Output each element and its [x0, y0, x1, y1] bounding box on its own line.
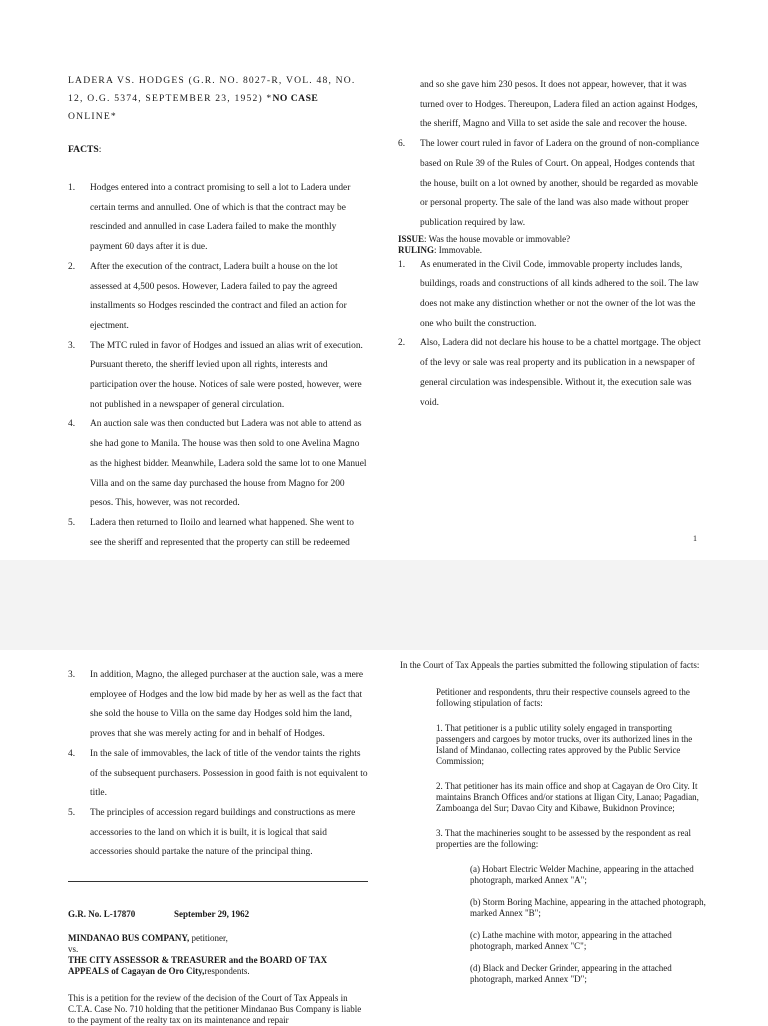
- list-item: 3. The MTC ruled in favor of Hodges and issued an alias writ of execution. Pursuant thereto, the sheriff levied upon all rights, interests and participation over the house. Notices of sale were posted, however, were not published in a newspaper of general circulation.: [68, 340, 363, 410]
- machinery-item: (c) Lathe machine with motor, appearing in the attached photograph, marked Annex "C";: [470, 930, 672, 951]
- petition-paragraph: This is a petition for the review of the decision of the Court of Tax Appeals in C.T.A. Case No. 710 holding that the petitioner Mindanao Bus Company is liable to the payment of the realty tax on its maintenance and repair: [68, 993, 362, 1025]
- list-item: 4. In the sale of immovables, the lack of title of the vendor taints the rights of the subsequent purchasers. Possession in good faith is not equivalent to title.: [68, 748, 368, 799]
- stipulation-intro: In the Court of Tax Appeals the parties submitted the following stipulation of facts:: [400, 660, 700, 670]
- list-item: 1. Hodges entered into a contract promising to sell a lot to Ladera under certain terms and annulled. One of which is that the contract may be rescinded and annulled in case Ladera failed to make the monthly payment 60 days after it is due.: [68, 183, 351, 253]
- ruling-line: RULING: Immovable.: [398, 244, 483, 255]
- facts-list-continued: [398, 76, 703, 234]
- stipulation-paragraph: Petitioner and respondents, thru their respective counsels agreed to the following stipulation of facts:: [436, 687, 690, 708]
- ruling-list: [398, 256, 703, 414]
- page1-right-column: [398, 76, 703, 413]
- list-item: 2. Also, Ladera did not declare his house to be a chattel mortgage. The object of the levy or sale was real property and its publication in a newspaper of general circulation was indespensible. Without it, the execution sale was void.: [398, 338, 701, 408]
- case-parties: MINDANAO BUS COMPANY, petitioner, vs. THE CITY ASSESSOR & TREASURER and the BOARD OF TAX APPEALS of Cagayan de Oro City,respondents.: [68, 933, 328, 976]
- page-number: 1: [693, 534, 697, 543]
- case-date: September 29, 1962: [174, 909, 250, 919]
- issue-line: ISSUE: Was the house movable or immovable?: [398, 233, 571, 244]
- ruling-list-continued: [68, 666, 368, 863]
- page-gap: [0, 560, 768, 650]
- stipulation-paragraph: 1. That petitioner is a public utility solely engaged in transporting passengers and cargoes by motor trucks, over its authorized lines in the Island of Mindanao, collecting rates approved by the Public Service Commission;: [436, 723, 693, 766]
- facts-list: [68, 179, 368, 553]
- list-item: 6. The lower court ruled in favor of Ladera on the ground of non-compliance based on Rule 39 of the Rules of Court. On appeal, Hodges contends that the house, built on a lot owned by another, should be regarded as movable or personal property. The sale of the land was also made without proper publication required by law.: [398, 139, 700, 228]
- list-item: 5. The principles of accession regard buildings and constructions as mere accessories to the land on which it is built, it is logical that said accessories should partake the nature of the principal thing.: [68, 807, 356, 858]
- stipulation-paragraph: 2. That petitioner has its main office and shop at Cagayan de Oro City. It maintains Branch Offices and/or stations at Iligan City, Lanao; Pagadian, Zamboanga del Sur; Davao City and Kibawe, Bukidnon Province;: [436, 781, 699, 813]
- case-title: LADERA VS. HODGES (G.R. NO. 8027-R, VOL. 48, NO. 12, O.G. 5374, SEPTEMBER 23, 1952) *NO CASE ONLINE*: [68, 75, 356, 122]
- list-item: 3. In addition, Magno, the alleged purchaser at the auction sale, was a mere employee of Hodges and the low bid made by her as well as the fact that she sold the house to Villa on the same day Hodges sold him the land, proves that she was merely acting for and in behalf of Hodges.: [68, 670, 364, 740]
- page2-right-column: [400, 660, 710, 996]
- machinery-item: (d) Black and Decker Grinder, appearing in the attached photograph, marked Annex "D";: [470, 963, 672, 984]
- list-item: 2. After the execution of the contract, Ladera built a house on the lot assessed at 4,500 pesos. However, Ladera failed to pay the agreed installments so Hodges rescinded the contract and filed an action for ejectment.: [68, 261, 347, 331]
- machinery-item: (b) Storm Boring Machine, appearing in the attached photograph, marked Annex "B";: [470, 897, 706, 918]
- list-item-continued: and so she gave him 230 pesos. It does not appear, however, that it was turned over to Hodges. Thereupon, Ladera filed an action against Hodges, the sheriff, Magno and Villa to set aside the sale and recover the house.: [420, 80, 698, 130]
- facts-heading: FACTS:: [68, 144, 102, 155]
- machinery-item: (a) Hobart Electric Welder Machine, appearing in the attached photograph, marked Annex "A";: [470, 864, 694, 885]
- stipulation-paragraph: 3. That the machineries sought to be assessed by the respondent as real properties are the following:: [436, 828, 692, 849]
- list-item: 4. An auction sale was then conducted but Ladera was not able to attend as she had gone to Manila. The house was then sold to one Avelina Magno as the highest bidder. Meanwhile, Ladera sold the same lot to one Manuel Villa and on the same day purchased the house from Magno for 200 pesos. This, however, was not recorded.: [68, 419, 367, 509]
- document-page-2: [0, 650, 768, 1024]
- section-divider: [68, 881, 368, 882]
- list-item: 5. Ladera then returned to Iloilo and learned what happened. She went to see the sheriff and represented that the property can still be redeemed: [68, 517, 354, 548]
- case-number: G.R. No. L-17870: [68, 909, 136, 919]
- page2-left-column: [68, 666, 368, 863]
- page1-left-column: [68, 72, 368, 553]
- list-item: 1. As enumerated in the Civil Code, immovable property includes lands, buildings, roads and constructions of all kinds adhered to the soil. The law does not make any distinction whether or not the owner of the lot was the one who built the construction.: [398, 259, 699, 329]
